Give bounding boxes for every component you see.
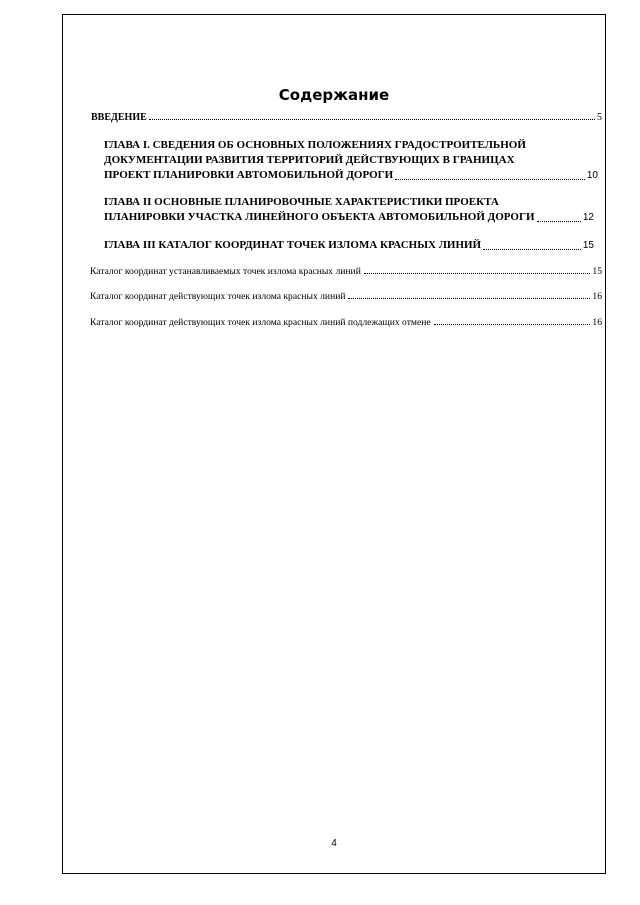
toc-entry-subsection-1[interactable] — [90, 266, 602, 277]
toc-entry-line: ГЛАВА III КАТАЛОГ КООРДИНАТ ТОЧЕК ИЗЛОМА КРАСНЫХ ЛИНИЙ — [104, 239, 482, 251]
page-number: 4 — [331, 838, 337, 849]
leader-dots — [434, 324, 591, 325]
toc-entry-page: 15 — [582, 240, 594, 251]
toc-entry-page: 5 — [597, 112, 602, 123]
toc-entry-line: ДОКУМЕНТАЦИИ РАЗВИТИЯ ТЕРРИТОРИЙ ДЕЙСТВУЮЩИХ В ГРАНИЦАХ — [104, 154, 515, 166]
toc-entry-line: ПЛАНИРОВКИ УЧАСТКА ЛИНЕЙНОГО ОБЪЕКТА АВТОМОБИЛЬНОЙ ДОРОГИ — [104, 211, 535, 223]
toc-entry-subsection-3[interactable] — [90, 317, 602, 328]
toc-entry-intro[interactable] — [91, 112, 602, 123]
toc-entry-page: 16 — [592, 317, 602, 328]
toc-title: Содержание — [278, 86, 390, 104]
toc-entry-page: 10 — [586, 170, 598, 181]
toc-entry-chapter-2[interactable] — [104, 195, 594, 225]
leader-dots — [483, 249, 581, 250]
toc-entry-label: Каталог координат действующих точек излома красных линий — [90, 291, 346, 302]
toc-entry-page: 16 — [592, 291, 602, 302]
leader-dots — [537, 221, 581, 222]
toc-entry-label: ВВЕДЕНИЕ — [91, 112, 147, 123]
leader-dots — [348, 298, 590, 299]
toc-entry-line: ГЛАВА II ОСНОВНЫЕ ПЛАНИРОВОЧНЫЕ ХАРАКТЕРИСТИКИ ПРОЕКТА — [104, 196, 499, 208]
leader-dots — [364, 273, 591, 274]
toc-entry-label: Каталог координат действующих точек излома красных линий подлежащих отмене — [90, 317, 431, 328]
toc-entry-chapter-1[interactable] — [104, 138, 598, 183]
toc-entry-page: 12 — [582, 212, 594, 223]
toc-entry-page: 15 — [592, 266, 602, 277]
leader-dots — [395, 179, 585, 180]
toc-entry-subsection-2[interactable] — [90, 291, 602, 302]
toc-entry-label: Каталог координат устанавливаемых точек излома красных линий — [90, 266, 361, 277]
toc-entry-line: ГЛАВА I. СВЕДЕНИЯ ОБ ОСНОВНЫХ ПОЛОЖЕНИЯХ ГРАДОСТРОИТЕЛЬНОЙ — [104, 139, 526, 151]
toc-entry-chapter-3[interactable] — [104, 238, 594, 253]
toc-entry-line: ПРОЕКТ ПЛАНИРОВКИ АВТОМОБИЛЬНОЙ ДОРОГИ — [104, 169, 394, 181]
leader-dots — [149, 119, 595, 120]
